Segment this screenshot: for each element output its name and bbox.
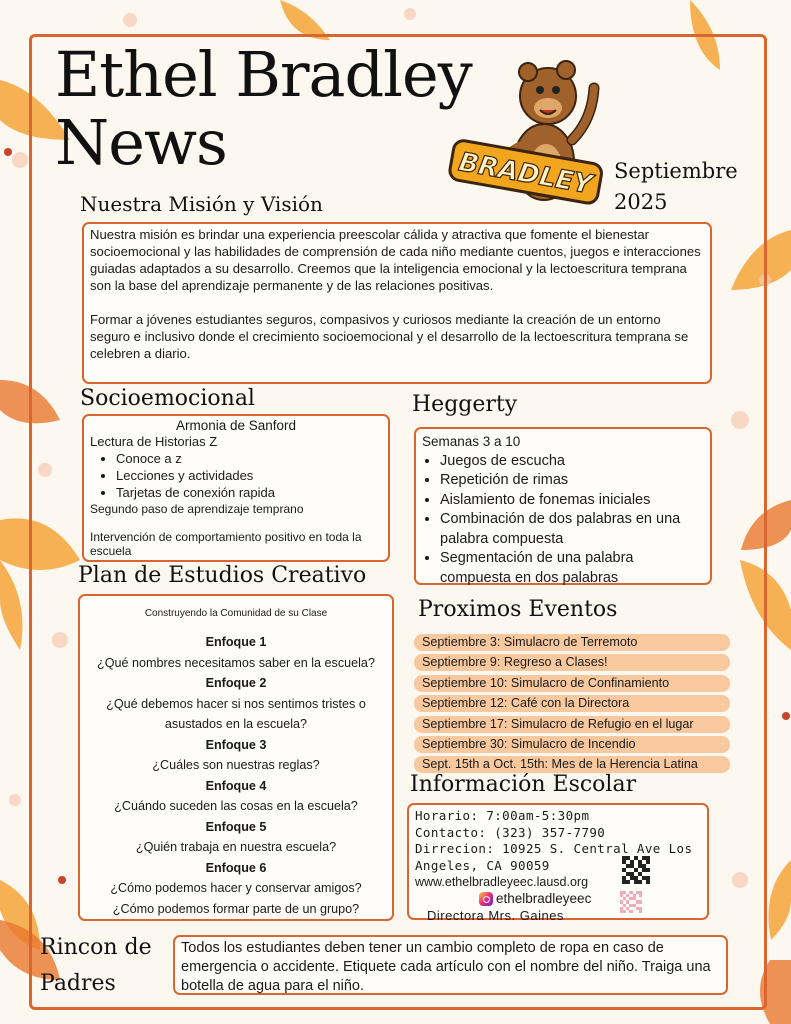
- socio-subtitle: Armonia de Sanford: [175, 418, 297, 433]
- heggerty-item: • Combinación de dos palabras en una palabra compuesta: [440, 510, 704, 549]
- vision-paragraph: Formar a jóvenes estudiantes seguros, compasivos y curiosos mediante la creación de un entorno seguro e inclusivo donde el crecimiento socioemocional y el desarrollo de la lectoescritura temprana se celebren a diario.: [90, 312, 689, 361]
- mission-heading: Nuestra Misión y Visión: [80, 192, 323, 216]
- plan-heading: Plan de Estudios Creativo: [78, 563, 367, 588]
- info-address-line2: Angeles, CA 90059: [415, 857, 550, 873]
- focus-label: Enfoque 4: [205, 778, 267, 793]
- instagram-qr-code-icon[interactable]: [620, 891, 642, 913]
- focus-question: ¿Qué debemos hacer si nos sentimos tristes o: [106, 696, 366, 711]
- focus-question: ¿Cuáles son nuestras reglas?: [152, 758, 320, 772]
- newsletter-title-line2: News: [55, 106, 227, 179]
- focus-label: Enfoque 6: [205, 860, 267, 875]
- focus-question: asustados en la escuela?: [164, 717, 308, 731]
- padres-box: [173, 935, 728, 995]
- focus-question: ¿Quién trabaja en nuestra escuela?: [135, 840, 337, 854]
- newsletter-title-line1: Ethel Bradley: [55, 38, 472, 111]
- event-item: Septiembre 9: Regreso a Clases!: [414, 654, 730, 671]
- socio-item: • Conoce a z: [116, 450, 382, 467]
- socio-item: • Tarjetas de conexión rapida: [116, 484, 382, 501]
- info-box: [407, 803, 709, 923]
- focus-label: Enfoque 3: [205, 737, 267, 752]
- event-item: Septiembre 17: Simulacro de Refugio en el lugar: [414, 716, 730, 733]
- events-heading: Proximos Eventos: [418, 597, 618, 622]
- info-heading: Información Escolar: [410, 772, 637, 797]
- focus-question: ¿Cuándo suceden las cosas en la escuela?: [114, 799, 358, 813]
- heggerty-heading: Heggerty: [412, 392, 518, 417]
- socio-item: • Lecciones y actividades: [116, 467, 382, 484]
- focus-question: ¿Qué nombres necesitamos saber en la escuela?: [97, 655, 375, 670]
- heggerty-weeks: Semanas 3 a 10: [422, 434, 521, 449]
- heggerty-item: • Segmentación de una palabra compuesta en dos palabras: [440, 549, 704, 588]
- focus-label: Enfoque 2: [205, 676, 267, 690]
- heggerty-box: [414, 427, 712, 585]
- info-contact: Contacto: (323) 357-7790: [415, 824, 606, 840]
- padres-text: Todos los estudiantes deben tener un cambio completo de ropa en caso de emergencia o accidente. Etiquete cada artículo con el nombre del niño. Traiga una botella de agua para el niño.: [181, 940, 711, 994]
- focus-question: ¿Cómo podemos hacer y conservar amigos?: [110, 881, 362, 895]
- bear-mascot-icon: [448, 56, 604, 210]
- event-item: Sept. 15th a Oct. 15th: Mes de la Herencia Latina: [414, 756, 730, 773]
- instagram-link[interactable]: [415, 891, 701, 908]
- heggerty-list: [422, 452, 704, 589]
- website-qr-code-icon[interactable]: [622, 856, 650, 884]
- instagram-handle: ethelbradleyeec: [496, 890, 592, 906]
- socio-box: [82, 414, 390, 562]
- plan-subtitle: Construyendo la Comunidad de su Clase: [144, 608, 328, 619]
- heggerty-item: • Repetición de rimas: [440, 471, 704, 491]
- issue-month: Septiembre: [614, 159, 738, 183]
- socio-pbis: Intervención de comportamiento positivo en toda la escuela: [90, 530, 362, 558]
- mission-paragraph: Nuestra misión es brindar una experiencia preescolar cálida y atractiva que fomente el bienestar socioemocional y las habilidades de comprensión de cada niño mediante cuentos, juegos e interacciones guiadas adaptados a su desarrollo. Creemos que la inteligencia emocional y la lectoescritura temprana son la base del aprendizaje permanente y de las relaciones positivas.: [90, 227, 701, 293]
- plan-box: [78, 594, 394, 921]
- mascot-label: BRADLEY: [456, 147, 595, 201]
- issue-year: 2025: [614, 190, 668, 214]
- focus-label: Enfoque 1: [205, 635, 267, 649]
- padres-heading: [40, 930, 152, 1002]
- focus-question: ¿Cómo podemos formar parte de un grupo?: [112, 901, 360, 916]
- socio-heading: Socioemocional: [80, 386, 255, 411]
- event-item: Septiembre 10: Simulacro de Confinamiento: [414, 675, 730, 692]
- socio-step: Segundo paso de aprendizaje temprano: [90, 502, 304, 516]
- socio-intro: Lectura de Historias Z: [90, 434, 218, 449]
- event-item: Septiembre 30: Simulacro de Incendio: [414, 736, 730, 753]
- event-item: Septiembre 3: Simulacro de Terremoto: [414, 634, 730, 651]
- focus-label: Enfoque 5: [205, 819, 267, 834]
- info-hours: Horario: 7:00am-5:30pm: [415, 808, 590, 823]
- website-link[interactable]: www.ethelbradleyeec.lausd.org: [415, 875, 589, 890]
- issue-date: [614, 156, 764, 218]
- heggerty-item: • Juegos de escucha: [440, 452, 704, 472]
- info-address-line1: Dirrecion: 10925 S. Central Ave Los: [415, 841, 693, 857]
- heggerty-item: • Aislamiento de fonemas iniciales: [440, 491, 704, 511]
- info-director: Directora Mrs. Gaines: [427, 907, 564, 923]
- events-list: [414, 634, 730, 777]
- padres-heading-line2: Padres: [40, 971, 116, 996]
- event-item: Septiembre 12: Café con la Directora: [414, 695, 730, 712]
- instagram-icon: [479, 892, 493, 906]
- padres-heading-line1: Rincon de: [40, 935, 152, 960]
- socio-list: [90, 450, 382, 501]
- mission-box: [82, 222, 712, 384]
